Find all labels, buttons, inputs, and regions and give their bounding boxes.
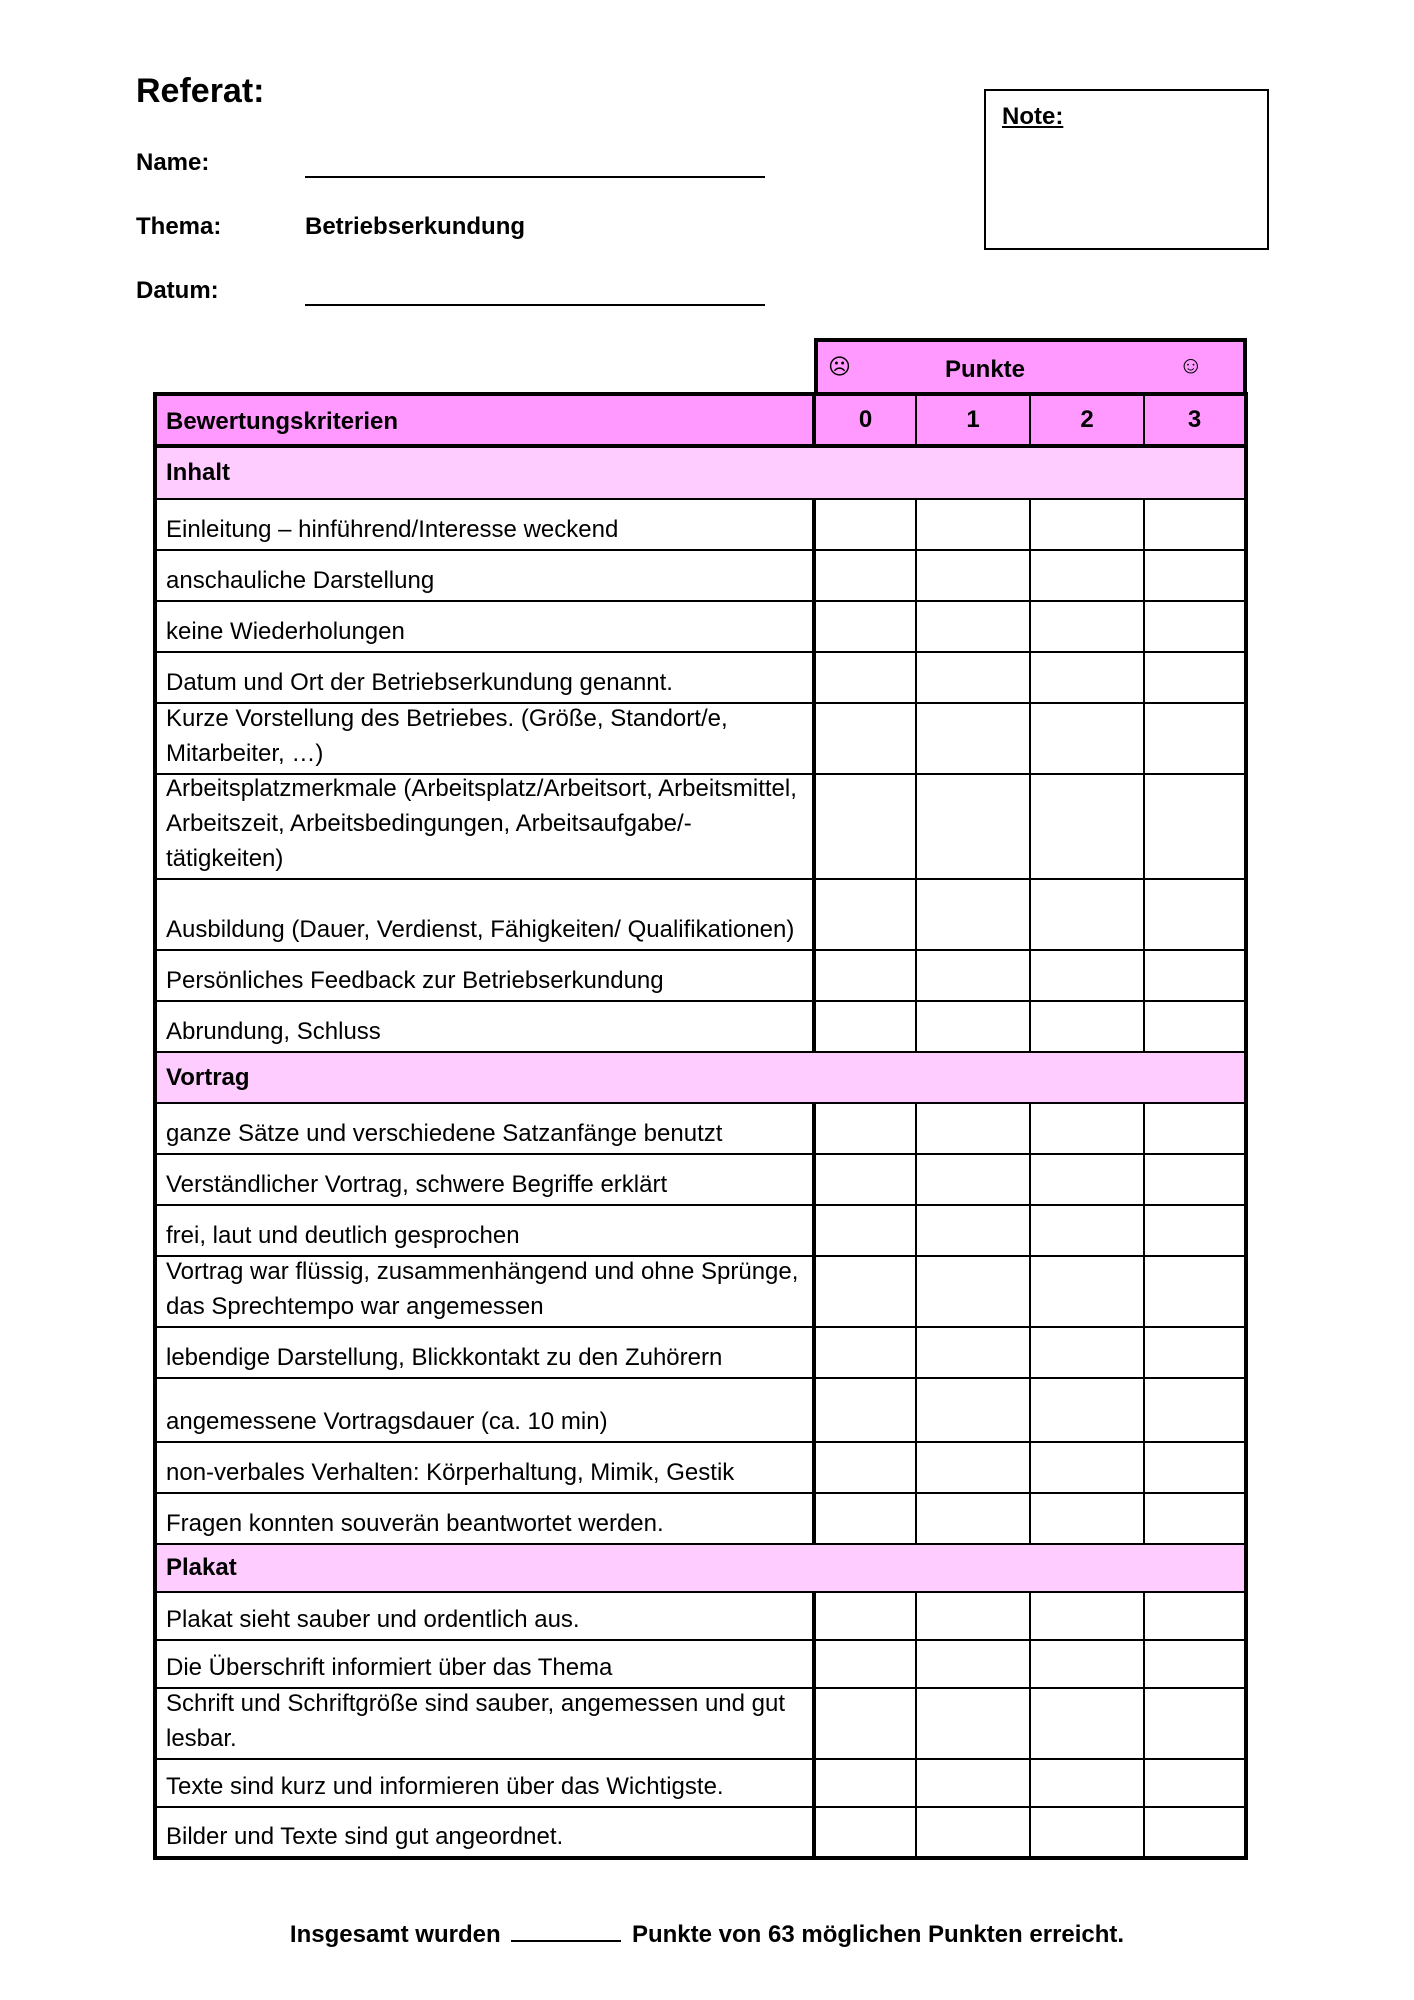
score-cell-1[interactable] [917, 704, 1031, 773]
footer-before: Insgesamt wurden [289, 1921, 501, 1948]
table-row [157, 1104, 1244, 1155]
score-cell-1[interactable] [917, 1443, 1031, 1492]
score-cell-3[interactable] [1145, 775, 1244, 878]
score-cell-3[interactable] [1145, 1104, 1244, 1153]
score-cell-3[interactable] [1145, 1641, 1244, 1687]
table-row [157, 1808, 1244, 1856]
criterion-label: Schrift und Schriftgröße sind sauber, angemessen und gut lesbar. [157, 1689, 816, 1758]
criterion-label: Persönliches Feedback zur Betriebserkundung [157, 951, 816, 1000]
criterion-label: angemessene Vortragsdauer (ca. 10 min) [157, 1379, 816, 1441]
score-cell-1[interactable] [917, 1155, 1031, 1204]
score-cell-0[interactable] [816, 775, 917, 878]
score-cell-0[interactable] [816, 1494, 917, 1543]
criterion-label: Verständlicher Vortrag, schwere Begriffe erklärt [157, 1155, 816, 1204]
criterion-label: Datum und Ort der Betriebserkundung genannt. [157, 653, 816, 702]
smiling-face-icon: ☺ [1178, 352, 1203, 379]
table-row [157, 500, 1244, 551]
score-cell-3[interactable] [1145, 1328, 1244, 1377]
note-label: Note: [1002, 103, 1064, 130]
score-cell-2[interactable] [1031, 551, 1145, 600]
score-header-2: 2 [1031, 396, 1145, 444]
criterion-label: keine Wiederholungen [157, 602, 816, 651]
name-field[interactable] [305, 174, 765, 178]
punkte-label: Punkte [945, 356, 1026, 383]
score-cell-2[interactable] [1031, 951, 1145, 1000]
datum-field[interactable] [305, 302, 765, 306]
note-box[interactable] [984, 89, 1269, 250]
score-header-3: 3 [1187, 406, 1202, 433]
score-cell-1[interactable] [917, 1002, 1031, 1051]
score-cell-2[interactable] [1031, 1155, 1145, 1204]
score-cell-3[interactable] [1145, 602, 1244, 651]
criteria-header: Bewertungskriterien [157, 396, 816, 444]
table-row [157, 551, 1244, 602]
table-row [157, 1689, 1244, 1760]
score-cell-1[interactable] [917, 551, 1031, 600]
score-cell-0[interactable] [816, 1155, 917, 1204]
criterion-label: frei, laut und deutlich gesprochen [157, 1206, 816, 1255]
score-cell-1[interactable] [917, 1494, 1031, 1543]
score-cell-0[interactable] [816, 1104, 917, 1153]
name-label: Name: [136, 149, 210, 176]
table-row [157, 1155, 1244, 1206]
table-row [157, 951, 1244, 1002]
criterion-label: Plakat sieht sauber und ordentlich aus. [157, 1593, 816, 1639]
score-cell-2[interactable] [1031, 1104, 1145, 1153]
score-cell-2[interactable] [1031, 500, 1145, 549]
table-row [157, 1206, 1244, 1257]
score-cell-0[interactable] [816, 1002, 917, 1051]
score-cell-1[interactable] [917, 880, 1031, 949]
score-cell-0[interactable] [816, 1328, 917, 1377]
table-header-row [157, 396, 1244, 448]
score-cell-2[interactable] [1031, 1443, 1145, 1492]
score-cell-1[interactable] [917, 1760, 1031, 1806]
table-row [157, 1002, 1244, 1053]
score-cell-0[interactable] [816, 704, 917, 773]
score-cell-2[interactable] [1031, 1379, 1145, 1441]
score-cell-1[interactable] [917, 602, 1031, 651]
punkte-header [814, 338, 1247, 394]
score-cell-0[interactable] [816, 1206, 917, 1255]
score-cell-0[interactable] [816, 1593, 917, 1639]
score-cell-0[interactable] [816, 1443, 917, 1492]
table-row [157, 880, 1244, 951]
score-cell-2[interactable] [1031, 1494, 1145, 1543]
evaluation-table [153, 392, 1248, 1860]
criterion-label: Vortrag war flüssig, zusammenhängend und ohne Sprünge, das Sprechtempo war angemessen [157, 1257, 816, 1326]
criterion-label: Fragen konnten souverän beantwortet werden. [157, 1494, 816, 1543]
score-cell-3[interactable] [1145, 1808, 1244, 1856]
score-cell-2[interactable] [1031, 704, 1145, 773]
criterion-label: Abrundung, Schluss [157, 1002, 816, 1051]
score-cell-2[interactable] [1031, 1689, 1145, 1758]
score-cell-3[interactable] [1145, 704, 1244, 773]
table-row [157, 1379, 1244, 1443]
score-cell-3[interactable] [1145, 1689, 1244, 1758]
section-title: Plakat [166, 1554, 237, 1581]
score-cell-2[interactable] [1031, 1328, 1145, 1377]
score-cell-0[interactable] [816, 602, 917, 651]
thema-value: Betriebserkundung [305, 213, 526, 240]
section-title: Vortrag [166, 1063, 250, 1091]
score-cell-1[interactable] [917, 951, 1031, 1000]
page-title: Referat: [136, 72, 265, 110]
criterion-label: Texte sind kurz und informieren über das Wichtigste. [157, 1760, 816, 1806]
criterion-label: lebendige Darstellung, Blickkontakt zu den Zuhörern [157, 1328, 816, 1377]
criterion-label: Bilder und Texte sind gut angeordnet. [157, 1808, 816, 1856]
score-cell-2[interactable] [1031, 775, 1145, 878]
score-cell-1[interactable] [917, 1104, 1031, 1153]
table-row [157, 1443, 1244, 1494]
score-cell-2[interactable] [1031, 1257, 1145, 1326]
score-cell-3[interactable] [1145, 1593, 1244, 1639]
score-cell-3[interactable] [1145, 1379, 1244, 1441]
score-cell-3[interactable] [1145, 951, 1244, 1000]
table-row [157, 1328, 1244, 1379]
score-cell-1[interactable] [917, 653, 1031, 702]
score-cell-1[interactable] [917, 1328, 1031, 1377]
score-header-1: 1 [917, 396, 1031, 444]
score-cell-0[interactable] [816, 1689, 917, 1758]
score-cell-0[interactable] [816, 653, 917, 702]
score-cell-2[interactable] [1031, 1808, 1145, 1856]
table-row [157, 775, 1244, 880]
criterion-label: anschauliche Darstellung [157, 551, 816, 600]
score-header-0: 0 [816, 396, 917, 444]
score-cell-2[interactable] [1031, 1002, 1145, 1051]
score-cell-0[interactable] [816, 551, 917, 600]
score-cell-3[interactable] [1145, 1155, 1244, 1204]
score-cell-0[interactable] [816, 1760, 917, 1806]
footer-after: Punkte von 63 möglichen Punkten erreicht. [631, 1921, 1125, 1948]
score-cell-1[interactable] [917, 1379, 1031, 1441]
score-cell-1[interactable] [917, 1206, 1031, 1255]
thema-label: Thema: [136, 213, 222, 240]
score-cell-2[interactable] [1031, 1641, 1145, 1687]
section-row [157, 1053, 1244, 1104]
criterion-label: Einleitung – hinführend/Interesse weckend [157, 500, 816, 549]
criterion-label: Kurze Vorstellung des Betriebes. (Größe, Standort/e, Mitarbeiter, …) [157, 704, 816, 773]
score-cell-0[interactable] [816, 951, 917, 1000]
section-title: Inhalt [166, 459, 230, 486]
score-cell-0[interactable] [816, 500, 917, 549]
score-cell-0[interactable] [816, 1641, 917, 1687]
score-cell-2[interactable] [1031, 1206, 1145, 1255]
criterion-label: Arbeitsplatzmerkmale (Arbeitsplatz/Arbeitsort, Arbeitsmittel, Arbeitszeit, Arbeitsbedingungen, Arbeitsaufgabe/-tätigkeiten) [157, 775, 816, 878]
score-cell-2[interactable] [1031, 1760, 1145, 1806]
score-cell-3[interactable] [1145, 1443, 1244, 1492]
score-cell-1[interactable] [917, 1641, 1031, 1687]
section-row [157, 1545, 1244, 1593]
section-row [157, 448, 1244, 500]
criterion-label: non-verbales Verhalten: Körperhaltung, Mimik, Gestik [157, 1443, 816, 1492]
score-cell-1[interactable] [917, 775, 1031, 878]
score-cell-1[interactable] [917, 1257, 1031, 1326]
score-cell-2[interactable] [1031, 1593, 1145, 1639]
score-cell-1[interactable] [917, 1808, 1031, 1856]
table-row [157, 1593, 1244, 1641]
score-cell-1[interactable] [917, 1593, 1031, 1639]
table-row [157, 1257, 1244, 1328]
score-cell-3[interactable] [1145, 1206, 1244, 1255]
score-cell-3[interactable] [1145, 1760, 1244, 1806]
footer-summary [0, 1918, 1414, 1949]
table-row [157, 1494, 1244, 1545]
score-cell-2[interactable] [1031, 880, 1145, 949]
score-cell-2[interactable] [1031, 602, 1145, 651]
frowning-face-icon: ☹ [828, 354, 851, 379]
criterion-label: Ausbildung (Dauer, Verdienst, Fähigkeiten/ Qualifikationen) [157, 880, 816, 949]
score-cell-0[interactable] [816, 1379, 917, 1441]
table-row [157, 704, 1244, 775]
score-cell-2[interactable] [1031, 653, 1145, 702]
table-row [157, 602, 1244, 653]
score-cell-1[interactable] [917, 1689, 1031, 1758]
score-cell-1[interactable] [917, 500, 1031, 549]
score-cell-3[interactable] [1145, 500, 1244, 549]
table-row [157, 653, 1244, 704]
score-cell-3[interactable] [1145, 880, 1244, 949]
table-row [157, 1641, 1244, 1689]
score-cell-3[interactable] [1145, 1002, 1244, 1051]
criterion-label: Die Überschrift informiert über das Thema [157, 1641, 816, 1687]
total-points-field[interactable] [511, 1918, 621, 1942]
score-cell-3[interactable] [1145, 551, 1244, 600]
criterion-label: ganze Sätze und verschiedene Satzanfänge benutzt [157, 1104, 816, 1153]
table-row [157, 1760, 1244, 1808]
score-cell-0[interactable] [816, 1257, 917, 1326]
score-cell-0[interactable] [816, 1808, 917, 1856]
score-cell-0[interactable] [816, 880, 917, 949]
score-cell-3[interactable] [1145, 653, 1244, 702]
datum-label: Datum: [136, 277, 219, 304]
score-cell-3[interactable] [1145, 1494, 1244, 1543]
score-cell-3[interactable] [1145, 1257, 1244, 1326]
